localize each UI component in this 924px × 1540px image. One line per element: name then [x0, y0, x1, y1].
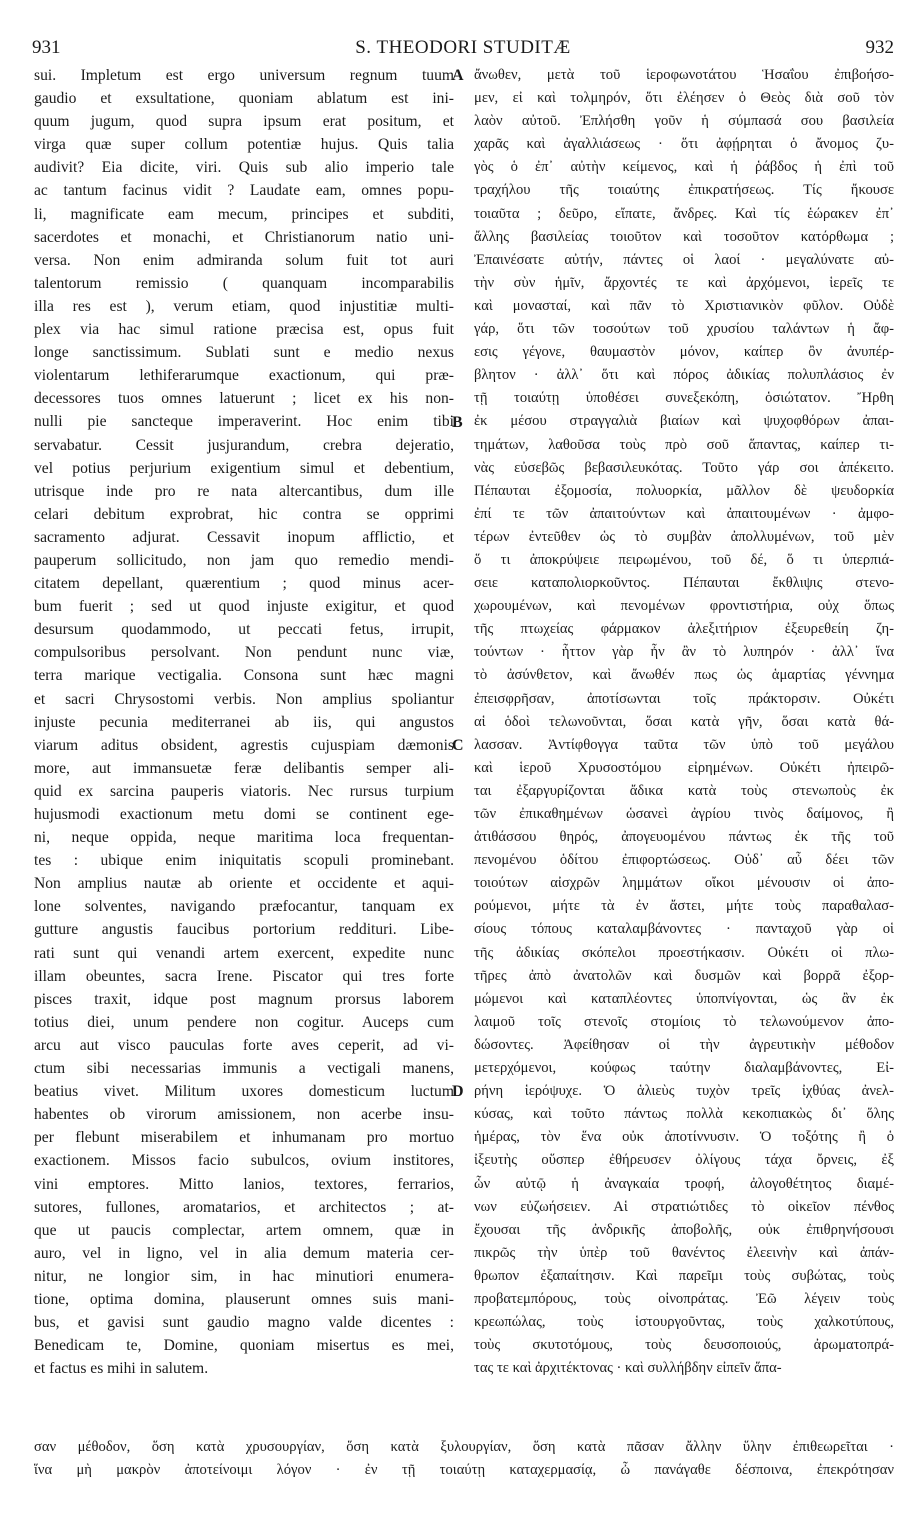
greek-text-line: λαιμοῦ τοῖς στενοῖς στομίοις τὸ τελωνούμενον ἀπο- — [474, 1013, 894, 1030]
greek-text-line: θρωπον ἐξαπαίτησιν. Καὶ παρεῖμι τοὺς συβώτας, τοὺς — [474, 1267, 894, 1284]
latin-text-line: nulli pie sancteque imperaverint. Hoc enim tibi — [34, 413, 454, 431]
page-number-left: 931 — [32, 37, 61, 58]
greek-text-line: ἐπί τε τῶν ἀπαιτούντων καὶ ἀπαιτουμένων · ἀμφο- — [474, 505, 894, 522]
greek-text-line: τὴν σὺν ἡμῖν, ἄρχοντές τε καὶ ἀρχόμενοι, ἱερεῖς τε — [474, 274, 894, 291]
latin-text-line: li, magnificate eam mecum, principes et subditi, — [34, 205, 454, 223]
greek-text-line: ἡμέρας, τὸν ἕνα οὐκ ἀποτίννυσιν. Ὁ τοξότης ἢ ὁ — [474, 1129, 894, 1146]
section-marker: D — [452, 1083, 464, 1101]
greek-text-line: τας τε καὶ ἀρχιτέκτονας · καὶ συλλήβδην εἰπεῖν ἅπα- — [474, 1360, 782, 1377]
greek-text-line: ὅ τι ἀποκρύψειε πειρωμένου, τοῦ δέ, ὅ τι ὑπερπιά- — [474, 551, 894, 568]
greek-text-line: ἵνα μὴ μακρὸν ἀποτείνοιμι λόγον · ἐν τῇ τοιαύτῃ καταχερμασίᾳ, ὦ πανάγαθε δέσποινα, ἐπεκρότησαν — [34, 1462, 894, 1479]
greek-text-line: ἐπεισφρῆσαν, ἀποτίσωνται τοῖς πράκτορσιν. Οὐκέτι — [474, 690, 894, 707]
greek-text-line: εσις γέγονε, θαυμαστὸν μόνον, καίπερ ὂν ἀνυπέρ- — [474, 344, 894, 361]
latin-text-line: illam obeuntes, sacra Irene. Piscator qui tres forte — [34, 967, 454, 985]
greek-text-line: τὸ ἀσύνθετον, καὶ ἄνωθέν πως ὡς ἁμαρτίας γέννημα — [474, 667, 894, 684]
latin-text-line: citatem depellant, quærentium ; quod minus acer- — [34, 575, 454, 593]
greek-continuation — [34, 1436, 894, 1482]
greek-text-line: μεν, εἰ καὶ τολμηρόν, ὅτι ἐλέησεν ὁ Θεὸς διὰ σοῦ τὸν — [474, 90, 894, 107]
latin-text-line: bum fuerit ; sed ut quod injuste exigitur, et quod — [34, 598, 454, 616]
latin-text-line: Benedicam te, Domine, quoniam misertus es mei, — [34, 1337, 454, 1355]
greek-text-line: Πέπαυται ἐξομοσία, πολυορκία, μᾶλλον δὲ ψευδορκία — [474, 482, 894, 499]
latin-text-line: sui. Impletum est ergo universum regnum tuum — [34, 67, 454, 84]
latin-text-line: plex via hac simul ratione præcisa est, opus fuit — [34, 321, 454, 339]
latin-text-line: audivit? Eia dicite, viri. Quis sub alio imperio tale — [34, 159, 454, 177]
greek-text-line: προβατεμπόρους, τοὺς οἰνοπράτας. Ἐῶ λέγειν τοὺς — [474, 1290, 894, 1307]
latin-text-line: sacramento adjurat. Cessavit inopum afflictio, et — [34, 528, 454, 546]
greek-text-line: ἀτιθάσσου θηρός, ἀπογευομένου πάντως ἐκ τῆς τοῦ — [474, 829, 894, 846]
greek-text-line: καὶ ἱεροῦ Χρυσοστόμου εἰρημένων. Οὐκέτι ἠπειρῶ- — [474, 759, 894, 776]
latin-text-line: tes : ubique enim iniquitatis scopuli prominebant. — [34, 852, 454, 870]
latin-text-line: talentorum remissio ( quanquam incomparabilis — [34, 274, 454, 292]
latin-text-line: et sacri Chrysostomi verbis. Non amplius spoliantur — [34, 690, 454, 708]
running-title: S. THEODORI STUDITÆ — [355, 37, 571, 58]
latin-column — [34, 64, 454, 1380]
latin-text-line: sutores, fullones, aromatarios, et architectos ; at- — [34, 1198, 454, 1216]
latin-text-line: Non amplius nautæ ab oriente et occidente et aqui- — [34, 875, 454, 893]
latin-text-line: beatius vivet. Militum uxores domesticum luctum — [34, 1083, 454, 1101]
latin-text-line: viarum aditus obsident, agrestis cujuspiam dæmonis — [34, 736, 454, 754]
greek-text-line: ται ἐξαργυρίζονται ἄδικα κατὰ τοὺς στενωποὺς ἐκ — [474, 782, 894, 799]
latin-text-line: longe sanctissimum. Sublati sunt e medio nexus — [34, 344, 454, 362]
greek-text-line: ρούμενοι, μήτε τὰ ἐν ἄστει, μήτε τοὺς παραθαλασ- — [474, 898, 894, 915]
latin-text-line: totius diei, unum pendere non cogitur. Auceps cum — [34, 1013, 454, 1031]
latin-text-line: hujusmodi exactionum metu domi se continent ege- — [34, 806, 454, 823]
page-number-right: 932 — [865, 37, 894, 58]
latin-text-line: quum jugum, quod supra ipsum erat positum, et — [34, 113, 454, 131]
latin-text-line: ctum sibi necessarias immunis a vectigali manens, — [34, 1060, 454, 1078]
greek-text-line: τῶν ἐπικαθημένων ὡσανεὶ ἀγρίου τινὸς δαίμονος, ἢ — [474, 806, 894, 822]
greek-text-line: τραχήλου τῆς τοιαύτης ἐπικρατήσεως. Τίς ἤκουσε — [474, 182, 894, 199]
latin-text-line: tione, optima domina, plauserunt omnes suis mani- — [34, 1290, 454, 1308]
latin-text-line: desursum quodammodo, ut peccati fetus, irrupit, — [34, 621, 454, 639]
latin-text-line: celari debitum exprobrat, hic contra se opprimi — [34, 505, 454, 523]
greek-text-line: τοιούτων αἰσχρῶν λημμάτων οἴκοι μένουσιν οἱ ἀπο- — [474, 875, 894, 892]
latin-text-line: nitur, ne longior sim, in hac minutiori enumera- — [34, 1267, 454, 1285]
latin-text-line: more, aut immansuetæ feræ delibantis semper ali- — [34, 759, 454, 777]
greek-text-line: χαρᾶς καὶ ἀγαλλιάσεως · ὅτι ἀφῄρηται ὁ ἄνομος ζυ- — [474, 136, 894, 153]
greek-text-line: τῆς πτωχείας φάρμακον ἀλεξιτήριον ἐξευρεθείη ζη- — [474, 621, 894, 638]
latin-text-line: virga quæ super collum potentiæ hujus. Quis talia — [34, 136, 454, 154]
latin-text-line: rati sunt qui venandi artem exercent, expedite nunc — [34, 944, 454, 962]
latin-text-line: quid ex sarcina pauperis viatoris. Nec rursus turpium — [34, 782, 454, 800]
latin-text-line: utrisque inde pro re nata altercantibus, dum ille — [34, 482, 454, 500]
latin-text-line: terra marique vectigalia. Consona sunt hæc magni — [34, 667, 454, 685]
greek-text-line: ὧν αὐτῷ ἡ ἀναγκαία τροφή, ἀλογοθέτητος διαμέ- — [474, 1175, 894, 1192]
latin-text-line: versa. Non enim admiranda solum fuit tot auri — [34, 251, 454, 269]
greek-text-line: καὶ μονασταί, καὶ πᾶν τὸ Χριστιανικὸν φῦλον. Οὐδὲ — [474, 297, 894, 314]
latin-text-line: decessores tuos omnes latuerunt ; licet ex his non- — [34, 390, 454, 408]
latin-text-line: bus, et gavisi sunt gaudio magno valde dicentes : — [34, 1314, 454, 1332]
greek-text-line: βλητον · ἀλλ᾽ ὅτι καὶ πόρος ἀδικίας πολυπλάσιος ἐν — [474, 367, 894, 384]
greek-text-line: χωρουμένων, καὶ πενομένων φροντιστήρια, οὐχ ὅπως — [474, 598, 894, 615]
section-marker: A — [452, 67, 464, 84]
greek-text-line: σαν μέθοδον, ὅση κατὰ χρυσουργίαν, ὅση κατὰ ξυλουργίαν, ὅση κατὰ πᾶσαν ἄλλην ὕλην ἐπιθεωρεῖται · — [34, 1439, 894, 1455]
latin-text-line: auro, vel in ligno, vel in alia demum materia cer- — [34, 1244, 454, 1262]
greek-text-line: λαὸν αὐτοῦ. Ἐπλήσθη γοῦν ἡ σύμπασά σου βασιλεία — [474, 113, 894, 130]
latin-text-line: gutture angustis faucibus portorium reddituri. Libe- — [34, 921, 454, 939]
greek-text-line: σίους τόπους καταλαμβάνοντες · πανταχοῦ γὰρ οἱ — [474, 921, 894, 938]
greek-text-line: νων εὐζωήσειεν. Αἱ στρατιώτιδες τὸ οἰκεῖον πένθος — [474, 1198, 894, 1215]
latin-text-line: compulsoribus persolvant. Non pendunt nunc viæ, — [34, 644, 454, 662]
greek-text-line: ἄλλης βασιλείας τοιοῦτον καὶ τοσοῦτον κατόρθωμα ; — [474, 228, 894, 245]
latin-text-line: et factus es mihi in salutem. — [34, 1360, 209, 1378]
greek-text-line: τῆρες ἀπὸ ἀνατολῶν καὶ δυσμῶν καὶ βορρᾶ ἐξορ- — [474, 967, 894, 984]
latin-text-line: injuste pecunia mediterranei ab iis, qui angustos — [34, 713, 454, 731]
greek-text-line: τημάτων, λαθοῦσα τοὺς πρὸ σοῦ ἅπαντας, καίπερ τι- — [474, 436, 894, 453]
greek-text-line: ἐκ μέσου στραγγαλιὰ βιαίων καὶ ψυχοφθόρων ἀπαι- — [474, 413, 894, 430]
greek-text-line: νὰς εὐσεβῶς βεβασιλευκότας. Τοῦτο γάρ σοι ἀπέκειτο. — [474, 459, 894, 476]
greek-text-line: τοιαῦτα ; δεῦρο, εἴπατε, ἄνδρες. Καὶ τίς ἑώρακεν ἐπ᾽ — [474, 205, 894, 222]
greek-text-line: λασσαν. Ἀντίφθογγα ταῦτα τῶν ὑπὸ τοῦ μεγάλου — [474, 736, 894, 753]
latin-text-line: exactionem. Missos facio subulcos, ovium institores, — [34, 1152, 454, 1170]
latin-text-line: ni, neque oppida, neque maritima loca frequentan- — [34, 829, 454, 847]
greek-text-line: τούντων · ἧττον γὰρ ἦν ἂν τὸ λυπηρόν · ἀλλ᾽ ἵνα — [474, 644, 894, 661]
greek-text-line: σειε καταπολιορκοῦντος. Πέπαυται ἔκθλιψις στενο- — [474, 575, 894, 592]
greek-text-line: τοὺς σκυτοτόμους, τοὺς δευσοποιούς, ἀρωματοπρά- — [474, 1337, 894, 1354]
latin-text-line: pauperum sollicitudo, non jam quo remedio mendi- — [34, 551, 454, 569]
greek-text-line: μώμενοι καὶ καταπλέοντες ὑποπνίγονται, ὡς ἂν ἐκ — [474, 990, 894, 1007]
greek-text-line: ἔχουσαι τῆς ἀνδρικῆς ἀποβολῆς, οὐκ ἐπιθρηνήσουσι — [474, 1221, 894, 1238]
latin-text-line: lone solventes, navigando præfocantur, tanquam ex — [34, 898, 454, 916]
greek-text-line: δώσοντες. Ἀφείθησαν οἱ τὴν ἀγρευτικὴν μέθοδον — [474, 1036, 894, 1053]
greek-text-line: πικρῶς τὴν ὑπὲρ τοῦ θανέντος ἐλεεινὴν καὶ ἀπάν- — [474, 1244, 894, 1261]
latin-text-line: servabatur. Cessit jusjurandum, crebra dejeratio, — [34, 436, 454, 454]
latin-text-line: pisces traxit, idque post magnum prorsus laborem — [34, 990, 454, 1008]
latin-text-line: vel potius perjurium exigentium simul et debentium, — [34, 459, 454, 477]
greek-text-line: τῇ τοιαύτῃ ὑποθέσει συνεξεκόπη, ὁσιώτατον. Ἤρθη — [474, 390, 894, 407]
greek-text-line: ρήνη ἱερόψυχε. Ὁ ἁλιεὺς τυχὸν τρεῖς ἰχθύας ἀνελ- — [474, 1083, 894, 1100]
greek-text-line: ἄνωθεν, μετὰ τοῦ ἱεροφωνοτάτου Ἡσαΐου ἐπιβοήσο- — [474, 67, 894, 83]
latin-text-line: habentes ob virorum amissionem, non acerbe insu- — [34, 1106, 454, 1124]
latin-text-line: illa res est ), verum etiam, quod injustitiæ multi- — [34, 297, 454, 315]
section-marker: B — [452, 413, 463, 431]
greek-text-line: αἱ ὁδοὶ τελωνοῦνται, ὅσαι κατὰ γῆν, ὅσαι κατὰ θά- — [474, 713, 894, 730]
greek-text-line: ἰξευτὴς οὕσπερ ἐθήρευσεν ὀλίγους τάχα ὄρνεις, ἐξ — [474, 1152, 894, 1169]
greek-text-line: κρεωπώλας, τοὺς ἱστουργοῦντας, τοὺς χαλκοτύπους, — [474, 1314, 894, 1331]
greek-text-line: μετερχόμενοι, κούφως ταύτην διαλαμβάνοντες, Εἰ- — [474, 1060, 894, 1077]
latin-text-line: ac tantum facinus vidit ? Laudate eam, omnes popu- — [34, 182, 454, 200]
latin-text-line: sacerdotes et monachi, et Christianorum natio uni- — [34, 228, 454, 246]
latin-text-line: per flebunt miserabilem et inhumanam pro mortuo — [34, 1129, 454, 1147]
greek-text-line: γὸς ὁ ἐπ᾽ αὐτὴν κείμενος, καὶ ἡ ῥάβδος ἡ ἐπὶ τοῦ — [474, 159, 894, 176]
greek-column — [474, 64, 894, 1380]
latin-text-line: arcu aut visco pauculas forte aves ceperit, ad vi- — [34, 1036, 454, 1054]
greek-text-line: πενομένου ὁδίτου ἐπιφορτώσεως. Οὐδ᾽ αὖ δέει τῶν — [474, 852, 894, 869]
latin-text-line: que ut paucis complectar, artem omnem, quæ in — [34, 1221, 454, 1239]
latin-text-line: violentarum lethiferarumque exactionum, qui præ- — [34, 367, 454, 385]
greek-text-line: κύσας, καὶ τοῦτο πάντως πολλὰ κεκοπιακὼς δι᾽ ὅλης — [474, 1106, 894, 1123]
greek-text-line: τέρων ἐντεῦθεν ὡς τὸ συμβὰν ἀπολλυμένων, τοῦ μὲν — [474, 528, 894, 545]
page-header — [32, 34, 894, 64]
latin-text-line: gaudio et exsultatione, quoniam ablatum est ini- — [34, 90, 454, 108]
section-marker: C — [452, 736, 464, 754]
greek-text-line: Ἐπαινέσατε αὐτήν, πάντες οἱ λαοί · μεγαλύνατε αὐ- — [474, 251, 894, 268]
greek-text-line: τῆς ἀδικίας σκόπελοι προεστήκασιν. Οὐκέτι οἱ πλω- — [474, 944, 894, 961]
latin-text-line: vini emptores. Mitto lanios, textores, ferrarios, — [34, 1175, 454, 1193]
greek-text-line: γάρ, ὅτι τῶν τοσούτων τοῦ χρυσίου ταλάντων ἡ ἄφ- — [474, 321, 894, 338]
